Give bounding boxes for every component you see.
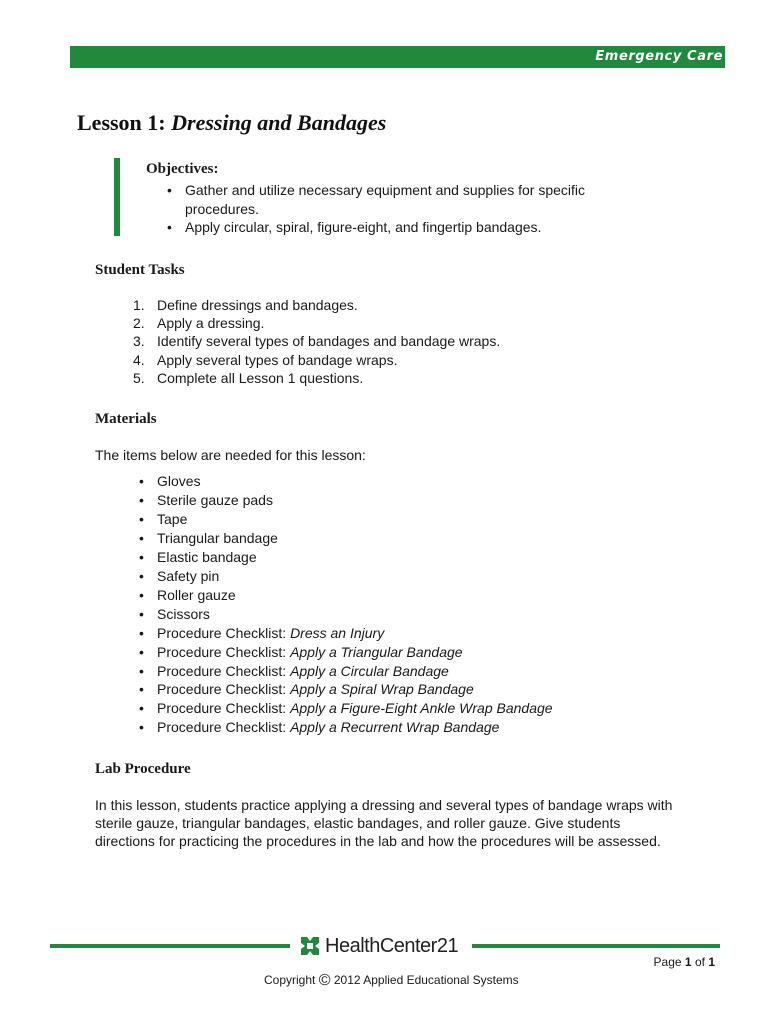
material-item [157, 472, 553, 491]
task-text: Define dressings and bandages. [157, 297, 358, 313]
checklist-item [157, 718, 553, 737]
material-item [157, 548, 553, 567]
student-tasks-heading: Student Tasks [95, 262, 185, 278]
task-number: 5. [133, 369, 145, 386]
copyright-symbol: © [318, 972, 331, 989]
lab-line: directions for practicing the procedures in the lab and how the procedures will be assessed. [95, 833, 661, 849]
lesson-name: Dressing and Bandages [171, 110, 387, 135]
checklist-item [157, 624, 553, 643]
footer-rule-right [472, 944, 720, 948]
task-number: 2. [133, 315, 145, 332]
material-item [157, 586, 553, 605]
page-number [654, 955, 715, 969]
page-current: 1 [684, 955, 692, 969]
healthcenter-logo [300, 934, 458, 958]
checklist-item [157, 680, 553, 699]
material-text: Safety pin [157, 567, 220, 584]
checklist-item [157, 699, 553, 718]
objective-item: • Gather and utilize necessary equipment and supplies for specific procedures. [185, 181, 655, 218]
material-text: Procedure Checklist: [157, 681, 291, 698]
lesson-title [77, 110, 386, 136]
material-item [157, 491, 553, 510]
healthcenter-cross-icon [300, 936, 320, 956]
task-text: Complete all Lesson 1 questions. [157, 369, 364, 386]
objectives-list [185, 181, 655, 237]
material-item [157, 529, 553, 548]
page-word: Page [653, 955, 682, 969]
copyright-word: Copyright [264, 973, 316, 987]
material-text: Scissors [157, 605, 210, 622]
objective-item: • Apply circular, spiral, figure-eight, and fingertip bandages. [185, 218, 655, 237]
checklist-item [157, 643, 553, 662]
material-text: Roller gauze [157, 586, 236, 603]
material-item [157, 605, 553, 624]
task-item [133, 332, 501, 350]
checklist-name: Apply a Recurrent Wrap Bandage [290, 719, 500, 736]
logo-wordmark-center: Center21 [379, 934, 459, 957]
material-text: Triangular bandage [157, 529, 278, 546]
task-text: Apply a dressing. [157, 315, 265, 332]
checklist-name: Apply a Triangular Bandage [290, 643, 463, 660]
task-number: 3. [133, 333, 145, 350]
material-text: Elastic bandage [157, 548, 257, 565]
material-text: Procedure Checklist: [157, 643, 291, 660]
logo-wordmark-health: Health [325, 934, 380, 957]
task-number: 4. [133, 351, 145, 368]
lab-procedure-heading: Lab Procedure [95, 761, 191, 777]
objectives-accent-bar [114, 158, 120, 236]
materials-list [157, 472, 553, 737]
materials-heading: Materials [95, 411, 157, 427]
checklist-name: Apply a Figure-Eight Ankle Wrap Bandage [290, 700, 553, 717]
page-total: 1 [708, 955, 715, 969]
task-text: Apply several types of bandage wraps. [157, 351, 398, 368]
task-text: Identify several types of bandages and bandage wraps. [157, 333, 501, 350]
materials-intro: The items below are needed for this lesson: [95, 447, 366, 463]
course-label: Emergency Care [595, 49, 723, 64]
material-item [157, 510, 553, 529]
material-text: Procedure Checklist: [157, 662, 291, 679]
student-tasks-list [133, 296, 501, 387]
checklist-item [157, 662, 553, 681]
lab-procedure-text [95, 796, 672, 850]
material-text: Sterile gauze pads [157, 491, 273, 508]
logo-wordmark [325, 935, 458, 958]
material-text: Procedure Checklist: [157, 719, 291, 736]
material-text: Procedure Checklist: [157, 700, 291, 717]
task-item [133, 296, 500, 314]
copyright-text: 2012 Applied Educational Systems [333, 973, 519, 987]
task-number: 1. [133, 297, 145, 313]
checklist-name: Apply a Circular Bandage [290, 662, 449, 679]
header-bar [70, 46, 725, 68]
lesson-prefix: Lesson 1: [77, 110, 166, 135]
task-item [133, 314, 500, 332]
material-item [157, 567, 553, 586]
material-text: Procedure Checklist: [157, 624, 291, 641]
footer-rule-left [50, 944, 290, 948]
page-of: of [694, 955, 705, 969]
copyright-notice [264, 972, 519, 990]
material-text: Tape [157, 510, 188, 527]
lab-line: In this lesson, students practice applying a dressing and several types of bandage wraps with [95, 797, 673, 813]
objectives-heading: Objectives: [146, 161, 219, 177]
lab-line: sterile gauze, triangular bandages, elastic bandages, and roller gauze. Give students [95, 815, 621, 831]
material-text: Gloves [157, 473, 201, 489]
task-item [133, 369, 500, 387]
checklist-name: Dress an Injury [290, 624, 385, 641]
checklist-name: Apply a Spiral Wrap Bandage [290, 681, 474, 698]
task-item [133, 351, 500, 369]
